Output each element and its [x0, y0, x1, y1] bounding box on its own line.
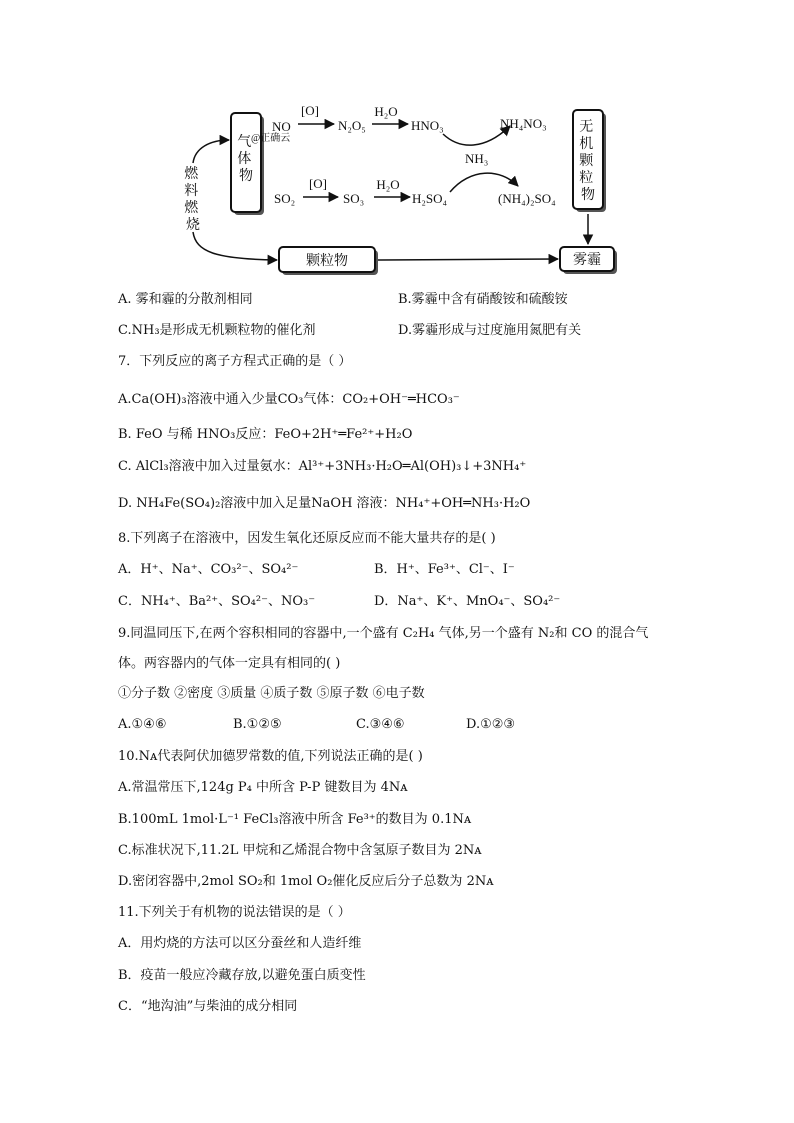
q9-option-d: D.①②③ [466, 717, 516, 732]
oxidant-label: [O] [300, 103, 320, 118]
q9-option-b: B.①②⑤ [233, 717, 282, 732]
water-label: H₂O [376, 177, 400, 192]
q7-option-d: D. NH₄Fe(SO₄)₂溶液中加入足量NaOH 溶液：NH₄⁺+OH═NH₃·H₂O [118, 496, 531, 511]
so2-formula: SO₂ [274, 191, 296, 206]
oxidant-label: [O] [308, 176, 328, 191]
particle-box-label: 颗粒物 [306, 254, 348, 269]
nh4-2so4-formula: (NH₄)₂SO₄ [498, 191, 556, 206]
q11-option-c: C．“地沟油”与柴油的成分相同 [118, 999, 298, 1014]
no-formula: NO [272, 119, 291, 134]
q6-option-b: B.雾霾中含有硝酸铵和硫酸铵 [398, 292, 568, 307]
hno3-formula: HNO₃ [411, 118, 444, 133]
so3-formula: SO₃ [343, 191, 365, 206]
haze-formation-diagram [0, 0, 794, 285]
q10-stem: 10.Nᴀ代表阿伏加德罗常数的值,下列说法正确的是( ) [118, 749, 423, 764]
nh4no3-formula: NH₄NO₃ [500, 116, 547, 131]
q8-option-b: B．H⁺、Fe³⁺、Cl⁻、I⁻ [374, 562, 515, 577]
q7-option-c: C. AlCl₃溶液中加入过量氨水：Al³⁺+3NH₃·H₂O═Al(OH)₃↓+3NH₄⁺ [118, 459, 527, 474]
q8-option-d: D．Na⁺、K⁺、MnO₄⁻、SO₄²⁻ [374, 594, 561, 609]
q10-option-b: B.100mL 1mol·L⁻¹ FeCl₃溶液中所含 Fe³⁺的数目为 0.1Nᴀ [118, 812, 472, 827]
q6-option-c: C.NH₃是形成无机颗粒物的催化剂 [118, 323, 316, 338]
n2o5-formula: N₂O₅ [338, 118, 366, 133]
q9-stem-line1: 9.同温同压下,在两个容积相同的容器中,一个盛有 C₂H₄ 气体,另一个盛有 N₂和 CO 的混合气 [118, 626, 649, 641]
q11-stem: 11.下列关于有机物的说法错误的是（ ） [118, 905, 351, 920]
q7-option-b: B. FeO 与稀 HNO₃反应：FeO+2H⁺═Fe²⁺+H₂O [118, 427, 413, 442]
q11-option-b: B．疫苗一般应冷藏存放,以避免蛋白质变性 [118, 968, 366, 983]
q7-stem: 7．下列反应的离子方程式正确的是（ ） [118, 354, 352, 369]
inorganic-box-label: 无 机 颗 粒 物 [579, 120, 595, 203]
q10-option-a: A.常温常压下,124g P₄ 中所含 P-P 键数目为 4Nᴀ [118, 780, 408, 795]
q9-items: ①分子数 ②密度 ③质量 ④质子数 ⑤原子数 ⑥电子数 [118, 686, 425, 701]
q7-option-a: A.Ca(OH)₃溶液中通入少量CO₃气体：CO₂+OH⁻═HCO₃⁻ [118, 392, 460, 407]
watermark: @正确云 [251, 133, 291, 144]
q8-option-c: C．NH₄⁺、Ba²⁺、SO₄²⁻、NO₃⁻ [118, 594, 316, 609]
q8-stem: 8.下列离子在溶液中，因发生氧化还原反应而不能大量共存的是( ) [118, 531, 496, 546]
q8-option-a: A．H⁺、Na⁺、CO₃²⁻、SO₄²⁻ [118, 562, 299, 577]
q9-option-a: A.①④⑥ [118, 717, 167, 732]
gas-box-label: 气 体 物 [237, 135, 253, 184]
h2so4-formula: H₂SO₄ [412, 191, 448, 206]
water-label: H₂O [374, 104, 398, 119]
fuel-combustion-label: 燃 料 燃 烧 [184, 167, 200, 233]
ammonia-label: NH₃ [465, 151, 489, 166]
q11-option-a: A．用灼烧的方法可以区分蚕丝和人造纤维 [118, 936, 362, 951]
q10-option-c: C.标准状况下,11.2L 甲烷和乙烯混合物中含氢原子数目为 2Nᴀ [118, 843, 482, 858]
q6-option-d: D.雾霾形成与过度施用氮肥有关 [398, 323, 582, 338]
q10-option-d: D.密闭容器中,2mol SO₂和 1mol O₂催化反应后分子总数为 2Nᴀ [118, 874, 494, 889]
q9-option-c: C.③④⑥ [356, 717, 405, 732]
q6-option-a: A. 雾和霾的分散剂相同 [118, 292, 253, 307]
haze-box-label: 雾霾 [573, 253, 601, 268]
q9-stem-line2: 体。两容器内的气体一定具有相同的( ) [118, 656, 341, 671]
